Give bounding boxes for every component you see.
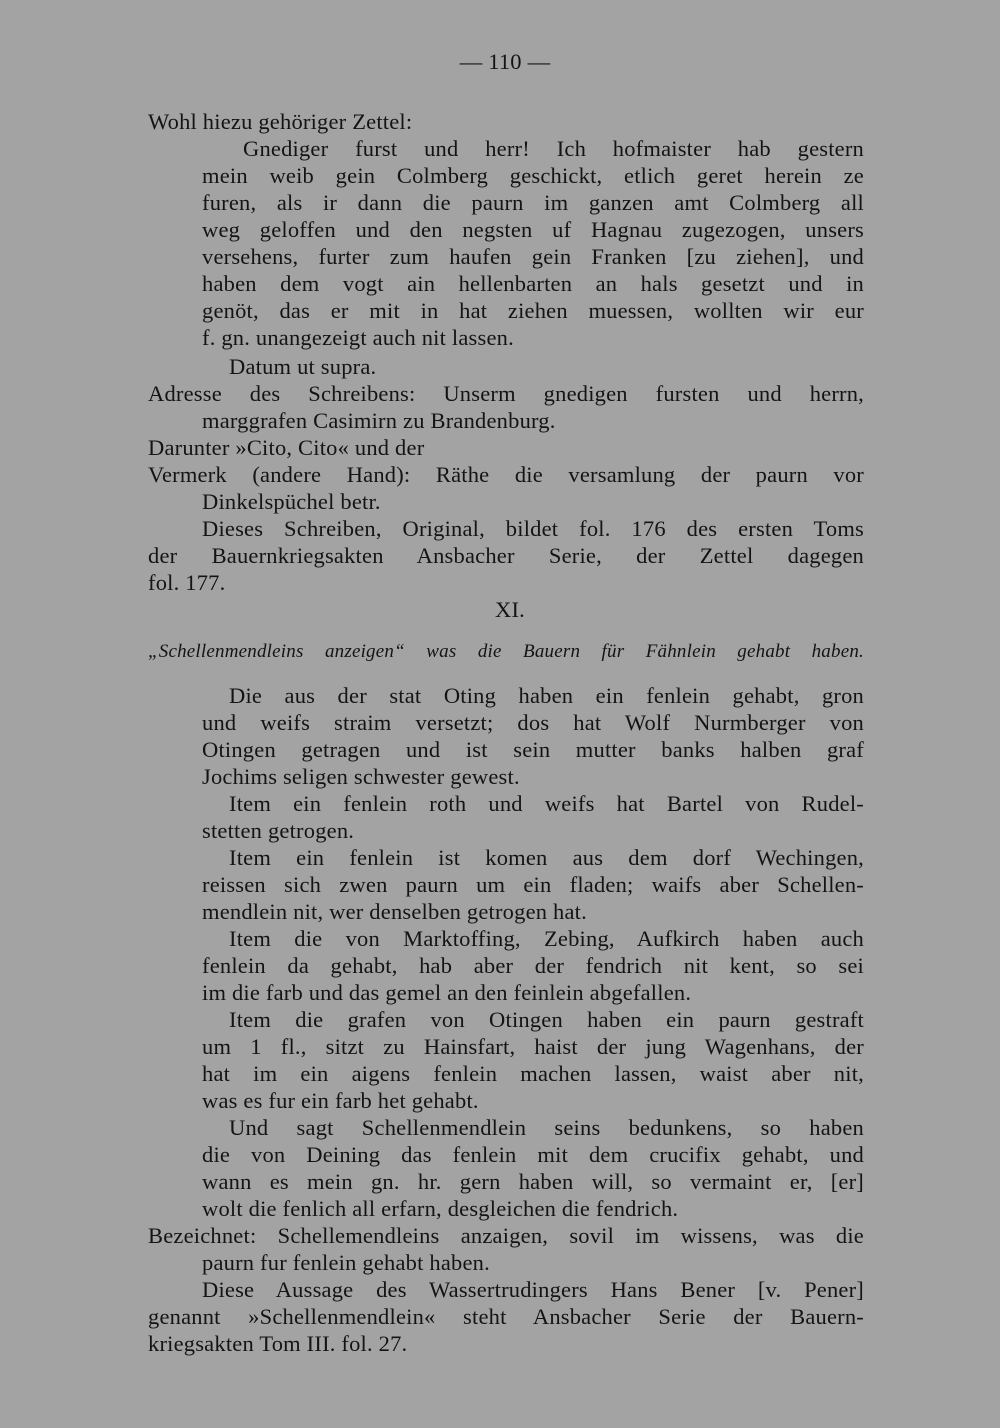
text-line: wolt die fenlich all erfarn, desgleichen die fendrich. bbox=[202, 1196, 679, 1221]
text-line: Vermerk (andere Hand): Räthe die versamlung der paurn vor bbox=[148, 462, 864, 487]
text-line: Adresse des Schreibens: Unserm gnedigen fursten und herrn, bbox=[148, 381, 864, 406]
text-line: furen, als ir dann die paurn im ganzen amt Colmberg all bbox=[202, 190, 864, 215]
text-line: hat im ein aigens fenlein machen lassen, waist aber nit, bbox=[202, 1061, 864, 1086]
page-number: — 110 — bbox=[459, 49, 551, 74]
text-line: mendlein nit, wer denselben getrogen hat. bbox=[202, 899, 587, 924]
section-heading: XI. bbox=[495, 597, 525, 622]
section-title: „Schellenmendleins anzeigen“ was die Bauern für Fähnlein gehabt haben. bbox=[148, 641, 864, 662]
text-line: f. gn. unangezeigt auch nit lassen. bbox=[202, 325, 514, 350]
text-line: Otingen getragen und ist sein mutter banks halben graf bbox=[202, 737, 864, 762]
text-line: reissen sich zwen paurn um ein fladen; waifs aber Schellen- bbox=[202, 872, 864, 897]
text-line: Dieses Schreiben, Original, bildet fol. 176 des ersten Toms bbox=[202, 516, 864, 541]
text-line: marggrafen Casimirn zu Brandenburg. bbox=[202, 408, 556, 433]
text-line: Dinkelspüchel betr. bbox=[202, 489, 381, 514]
text-line: Datum ut supra. bbox=[229, 354, 377, 379]
text-line: kriegsakten Tom III. fol. 27. bbox=[148, 1331, 408, 1356]
text-line: mein weib gein Colmberg geschickt, etlich geret herein ze bbox=[202, 163, 864, 188]
text-line: die von Deining das fenlein mit dem crucifix gehabt, und bbox=[202, 1142, 864, 1167]
text-line: weg geloffen und den negsten uf Hagnau zugezogen, unsers bbox=[202, 217, 864, 242]
text-line: im die farb und das gemel an den feinlein abgefallen. bbox=[202, 980, 692, 1005]
text-line: wann es mein gn. hr. gern haben will, so vermaint er, [er] bbox=[202, 1169, 864, 1194]
text-line: Item ein fenlein ist komen aus dem dorf Wechingen, bbox=[229, 845, 864, 870]
text-line: fenlein da gehabt, hab aber der fendrich nit kent, so sei bbox=[202, 953, 864, 978]
text-line: paurn fur fenlein gehabt haben. bbox=[202, 1250, 490, 1275]
text-line: was es fur ein farb het gehabt. bbox=[202, 1088, 479, 1113]
text-line: stetten getrogen. bbox=[202, 818, 355, 843]
text-line: Gnediger furst und herr! Ich hofmaister hab gestern bbox=[243, 136, 864, 161]
text-line: und weifs straim versetzt; dos hat Wolf Nurmberger von bbox=[202, 710, 864, 735]
text-line: haben dem vogt ain hellenbarten an hals gesetzt und in bbox=[202, 271, 864, 296]
text-line: Item ein fenlein roth und weifs hat Bartel von Rudel- bbox=[229, 791, 864, 816]
text-line: Wohl hiezu gehöriger Zettel: bbox=[148, 109, 413, 134]
text-line: Bezeichnet: Schellemendleins anzaigen, sovil im wissens, was die bbox=[148, 1223, 864, 1248]
text-line: genöt, das er mit in hat ziehen muessen, wollten wir eur bbox=[202, 298, 864, 323]
text-line: Item die von Marktoffing, Zebing, Aufkirch haben auch bbox=[229, 926, 864, 951]
text-line: Item die grafen von Otingen haben ein paurn gestraft bbox=[229, 1007, 864, 1032]
text-line: fol. 177. bbox=[148, 570, 226, 595]
text-line: Darunter »Cito, Cito« und der bbox=[148, 435, 425, 460]
text-line: versehens, furter zum haufen gein Franken [zu ziehen], und bbox=[202, 244, 864, 269]
text-line: Jochims seligen schwester gewest. bbox=[202, 764, 520, 789]
text-line: Diese Aussage des Wassertrudingers Hans Bener [v. Pener] bbox=[202, 1277, 864, 1302]
text-line: Und sagt Schellenmendlein seins bedunkens, so haben bbox=[229, 1115, 864, 1140]
text-line: Die aus der stat Oting haben ein fenlein gehabt, gron bbox=[229, 683, 864, 708]
text-line: der Bauernkriegsakten Ansbacher Serie, der Zettel dagegen bbox=[148, 543, 864, 568]
text-line: genannt »Schellenmendlein« steht Ansbacher Serie der Bauern- bbox=[148, 1304, 864, 1329]
text-line: um 1 fl., sitzt zu Hainsfart, haist der jung Wagenhans, der bbox=[202, 1034, 864, 1059]
